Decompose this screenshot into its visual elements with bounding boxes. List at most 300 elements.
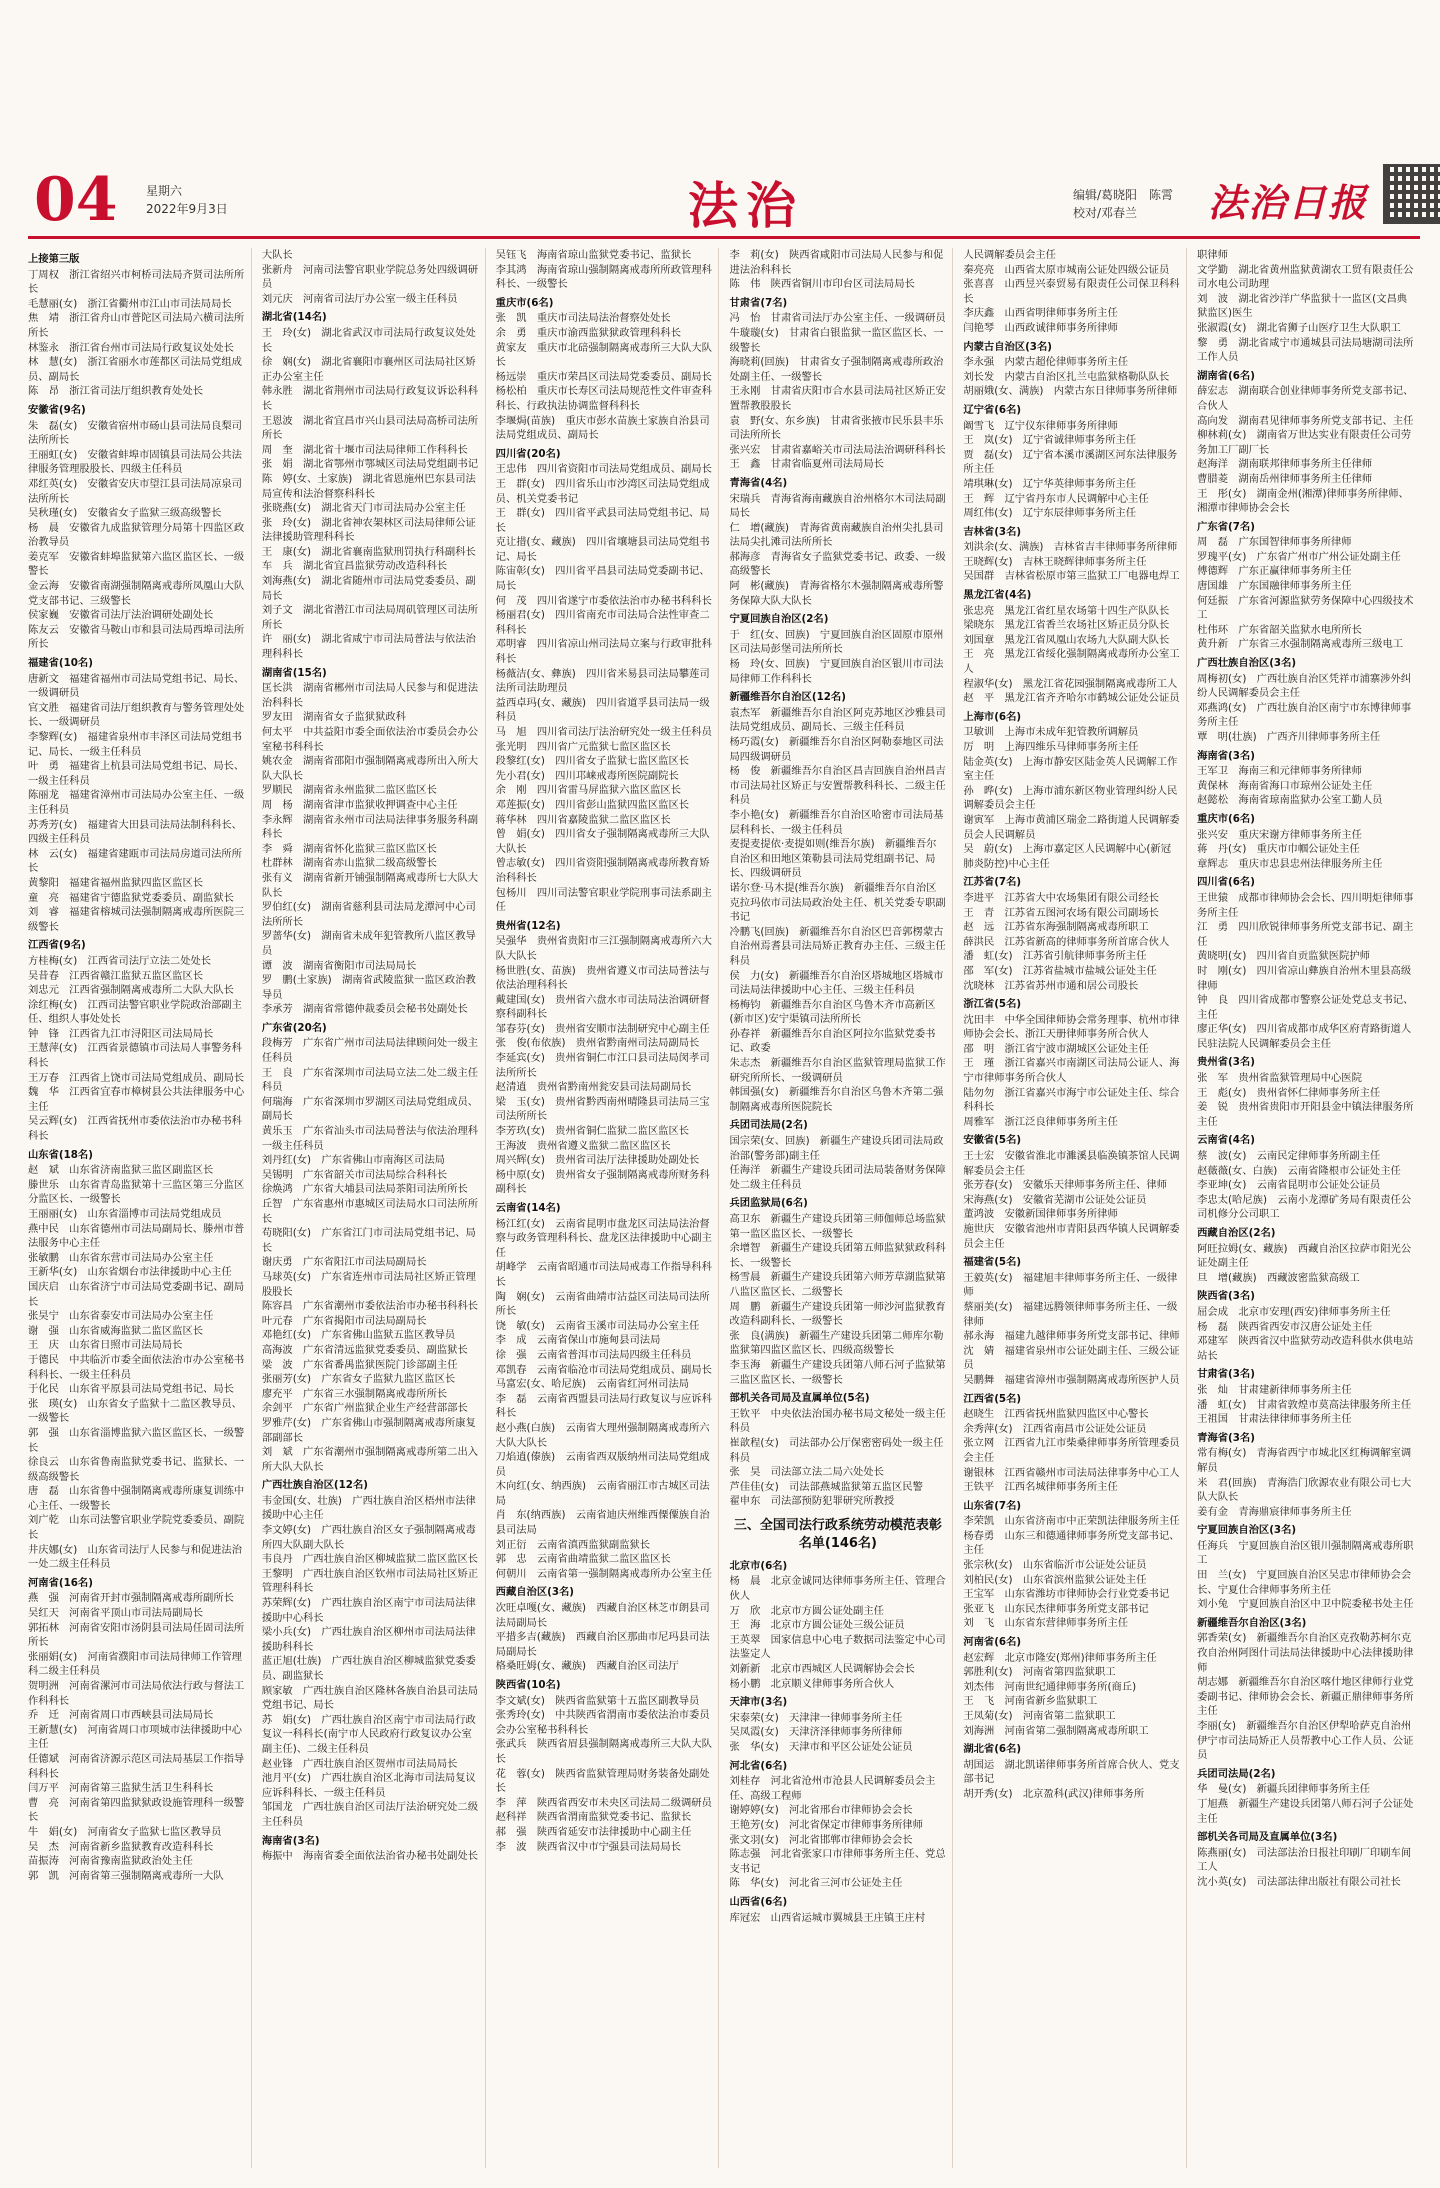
honoree-entry: 沈晓林 江苏省苏州市通和居公司股长 — [963, 979, 1139, 992]
honoree-entry: 罗友田 湖南省女子监狱狱政科 — [261, 711, 406, 724]
honoree-entry: 张 玲(女) 湖北省神农架林区司法局律师公证法律援助管理科科长 — [261, 516, 476, 544]
region-heading: 宁夏回族自治区(3名) — [1197, 1524, 1297, 1537]
honoree-entry: 李芳玖(女) 贵州省铜仁监狱二监区监区长 — [495, 1125, 690, 1138]
honoree-entry: 黄晓明(女) 四川省自贡监狱医院护师 — [1197, 950, 1370, 963]
honoree-entry: 王世猿 成都市律师协会会长、四川明炬律师事务所主任 — [1197, 891, 1414, 919]
honoree-entry: 王军卫 海南三和元律师事务所律师 — [1197, 765, 1362, 778]
honoree-entry: 王 彤(女) 湖南金州(湘潭)律师事务所律师、湘潭市律师协会会长 — [1197, 487, 1409, 515]
honoree-entry: 人民调解委员会主任 — [963, 249, 1056, 261]
honoree-entry: 秦亮亮 山西省太原市城南公证处四级公证员 — [963, 263, 1170, 276]
honoree-entry: 陈容昌 广东省潮州市委依法治市办秘书科科长 — [261, 1300, 479, 1313]
honoree-entry: 刘柏民(女) 山东省滨州监狱公证处主任 — [963, 1573, 1147, 1586]
honoree-entry: 周兴辉(女) 贵州省司法厅法律援助处副处长 — [495, 1154, 700, 1167]
honoree-entry: 牛璇璇(女) 甘肃省白银监狱一监区监区长、一级警长 — [729, 326, 944, 354]
honoree-entry: 闫万平 河南省第三监狱生活卫生科科长 — [28, 1782, 214, 1795]
honoree-entry: 杨松柏 重庆市长寿区司法局规范性文件审查科科长、行政执法协调监督科科长 — [495, 385, 712, 412]
honoree-entry: 刘长发 内蒙古自治区扎兰屯监狱格勒队队长 — [963, 370, 1170, 383]
honoree-entry: 刘洪余(女、满族) 吉林省吉丰律师事务所律师 — [963, 541, 1178, 554]
region-heading: 广西壮族自治区(3名) — [1197, 657, 1297, 670]
honoree-entry: 诺尔登·马木提(维吾尔族) 新疆维吾尔自治区克拉玛依市司法局政治处主任、机关党委专职副书记 — [729, 881, 946, 924]
honoree-entry: 赵 斌 山东省济南监狱三监区副监区长 — [28, 1164, 214, 1177]
honoree-entry: 谢 强 山东省威海监狱二监区监区长 — [28, 1324, 204, 1337]
honoree-entry: 王 康(女) 湖北省襄南监狱刑罚执行科副科长 — [261, 545, 476, 558]
honoree-entry: 阿旺拉姆(女、藏族) 西藏自治区拉萨市阳光公证处副主任 — [1197, 1242, 1412, 1270]
honoree-entry: 王 群(女) 四川省平武县司法局党组书记、局长 — [495, 507, 710, 534]
region-heading: 北京市(6名) — [729, 1559, 788, 1572]
honoree-entry: 任德斌 河南省济源示范区司法局基层工作指导科科长 — [28, 1752, 245, 1780]
honoree-entry: 段黎红(女) 四川省女子监狱七监区监区长 — [495, 755, 690, 768]
honoree-entry: 刘国章 黑龙江省凤凰山农场九大队副大队长 — [963, 633, 1170, 646]
honoree-entry: 孙 晔(女) 上海市浦东新区物业管理纠纷人民调解委员会主任 — [963, 784, 1178, 812]
honoree-entry: 胡国运 湖北凯诺律师事务所首席合伙人、党支部书记 — [963, 1758, 1180, 1786]
honoree-entry: 张丽娟(女) 河南省濮阳市司法局律师工作管理科二级主任科员 — [28, 1650, 242, 1678]
column-3 — [496, 248, 720, 2168]
honoree-entry: 周 杨 湖南省津市监狱收押调查中心主任 — [261, 798, 458, 811]
honoree-entry: 谭 波 湖南省衡阳市司法局局长 — [261, 959, 417, 972]
honoree-entry: 王毅英(女) 福建旭丰律师事务所主任、一级律师 — [963, 1271, 1178, 1299]
honoree-entry: 张武兵 陕西省眉县强制隔离戒毒所三大队大队长 — [495, 1738, 712, 1765]
honoree-entry: 王忠伟 四川省资阳市司法局党组成员、副局长 — [495, 463, 712, 476]
honoree-entry: 李 磊 云南省西盟县司法局行政复议与应诉科科长 — [495, 1392, 712, 1420]
honoree-entry: 杜伟环 广东省韶关监狱水电所所长 — [1197, 623, 1362, 636]
region-heading: 江苏省(7名) — [963, 876, 1022, 889]
region-heading: 山西省(6名) — [729, 1895, 788, 1908]
honoree-entry: 段梅芳 广东省广州市司法局法律顾问处一级主任科员 — [261, 1037, 479, 1065]
honoree-entry: 罗雅芹(女) 广东省佛山市强制隔离戒毒所康复部副部长 — [261, 1416, 476, 1444]
honoree-entry: 任海洋 新疆生产建设兵团司法局装备财务保障处二级主任科员 — [729, 1164, 946, 1191]
honoree-entry: 陈燕丽(女) 司法部法治日报社印刷厂印刷车间工人 — [1197, 1846, 1412, 1874]
honoree-entry: 刘元庆 河南省司法厅办公室一级主任科员 — [261, 292, 458, 305]
honoree-entry: 冯 怡 甘肃省司法厅办公室主任、一级调研员 — [729, 312, 946, 325]
honoree-entry: 李丽(女) 新疆维吾尔自治区伊犁哈萨克自治州伊宁市司法局矫正人员帮教中心工作人员、公证员 — [1197, 1720, 1414, 1762]
honoree-entry: 唐 磊 山东省鲁中强制隔离戒毒所康复训练中心主任、一级警长 — [28, 1485, 245, 1512]
honoree-entry: 韦良丹 广西壮族自治区柳城监狱二监区监区长 — [261, 1553, 479, 1566]
honoree-entry: 李黎辉(女) 福建省泉州市丰泽区司法局党组书记、局长、一级主任科员 — [28, 731, 242, 758]
honoree-entry: 刘子文 湖北省潜江市司法局周矶管理区司法所所长 — [261, 604, 479, 631]
honoree-entry: 张喜喜 山西昱兴泰贸易有限责任公司保卫科科长 — [963, 278, 1180, 305]
honoree-entry: 王艳芳(女) 河北省保定市律师事务所律师 — [729, 1818, 923, 1831]
honoree-entry: 吴国群 吉林省松原市第三监狱工厂电器电焊工 — [963, 570, 1180, 583]
honoree-entry: 燕 强 河南省开封市强制隔离戒毒所副所长 — [28, 1592, 234, 1605]
region-heading: 福建省(5名) — [963, 1256, 1022, 1269]
honoree-entry: 王铁平 江西名城律师事务所主任 — [963, 1481, 1118, 1494]
honoree-entry: 胡开秀(女) 北京盈科(武汉)律师事务所 — [963, 1787, 1145, 1800]
honoree-entry: 陈宙彰(女) 四川省平昌县司法局党委副书记、局长 — [495, 565, 710, 593]
honoree-entry: 王凤菊(女) 河南省第二监狱职工 — [963, 1710, 1116, 1722]
honoree-entry: 王 岚(女) 辽宁省诚律师事务所主任 — [963, 434, 1137, 447]
honoree-entry: 廖充平 广东省三水强制隔离戒毒所所长 — [261, 1387, 448, 1400]
honoree-entry: 余秀萍(女) 江西省南昌市公证处公证员 — [963, 1422, 1147, 1435]
honoree-entry: 朱 磊(女) 安徽省宿州市砀山县司法局良梨司法所所长 — [28, 419, 242, 447]
honoree-entry: 芦佳佳(女) 司法部燕城监狱第五监区民警 — [729, 1480, 923, 1493]
honoree-entry: 梁晓东 黑龙江省香兰农场社区矫正员分队长 — [963, 619, 1170, 632]
honoree-entry: 吴 蔚(女) 上海市嘉定区人民调解中心(新冠肺炎防控)中心主任 — [963, 843, 1172, 870]
honoree-entry: 陈 伟 陕西省铜川市印台区司法局局长 — [729, 278, 915, 291]
honoree-entry: 杨 磊 陕西省西安市汉唐公证处主任 — [1197, 1320, 1373, 1333]
honoree-entry: 王祖国 甘肃法律律师事务所主任 — [1197, 1413, 1352, 1426]
honoree-entry: 刘丹红(女) 广东省佛山市南海区司法局 — [261, 1154, 445, 1167]
honoree-entry: 丁旭燕 新疆生产建设兵团第八师石河子公证处主任 — [1197, 1797, 1414, 1825]
honoree-entry: 林 云(女) 福建省建瓯市司法局房道司法所所长 — [28, 847, 242, 875]
honoree-entry: 黄家友 重庆市北碚强制隔离戒毒所三大队大队长 — [495, 341, 712, 369]
section-title: 法治 — [688, 176, 804, 235]
honoree-entry: 张 华(女) 天津市和平区公证处公证员 — [729, 1741, 913, 1753]
honoree-entry: 王丽丽(女) 山东省淄博市司法局党组成员 — [28, 1208, 222, 1220]
honoree-entry: 包杨川 四川司法警官职业学院刑事司法系副主任 — [495, 886, 712, 914]
honoree-entry: 赵业锋 广西壮族自治区贺州市司法局局长 — [261, 1757, 458, 1770]
honoree-entry: 曾志敏(女) 四川省资阳强制隔离戒毒所教育矫治科科长 — [495, 857, 710, 884]
honoree-entry: 米 君(回族) 青海浩门欣源农业有限公司七大队大队长 — [1197, 1476, 1412, 1504]
honoree-entry: 于化民 山东省平原县司法局党组书记、局长 — [28, 1383, 234, 1396]
honoree-entry: 张宗秋(女) 山东省临沂市公证处公证员 — [963, 1559, 1147, 1572]
honoree-entry: 郭 凯 河南省第三强制隔离戒毒所一大队 — [28, 1869, 224, 1882]
honoree-entry: 姚农金 湖南省邵阳市强制隔离戒毒所出入所大队大队长 — [261, 755, 479, 782]
honoree-entry: 文学勤 湖北省黄州监狱黄湖农工贸有限责任公司水电公司助理 — [1197, 263, 1414, 291]
honoree-entry: 邓燕鸿(女) 广西壮族自治区南宁市东博律师事务所主任 — [1197, 701, 1412, 729]
honoree-entry: 池月平(女) 广西壮族自治区北海市司法局复议应诉科科长、一级主任科员 — [261, 1772, 476, 1799]
honoree-entry: 金云海 安徽省南湖强制隔离戒毒所凤凰山大队党支部书记、三级警长 — [28, 580, 245, 607]
newspaper-logo: 法治日报 — [1208, 180, 1369, 225]
honoree-entry: 杨 玲(女、回族) 宁夏回族自治区银川市司法局律师工作科科长 — [729, 658, 944, 685]
honoree-entry: 侯 力(女) 新疆维吾尔自治区塔城地区塔城市司法局法律援助中心主任、三级主任科员 — [729, 969, 944, 997]
editor-credits — [1073, 186, 1173, 222]
honoree-entry: 冷鹏飞(回族) 新疆维吾尔自治区巴音郭楞蒙古自治州焉耆县司法局矫正教育办主任、三级主任科员 — [729, 925, 946, 967]
region-heading: 西藏自治区(2名) — [1197, 1227, 1276, 1239]
honoree-entry: 陆勿勿 浙江省嘉兴市海宁市公证处主任、综合科科长 — [963, 1086, 1180, 1114]
honoree-entry: 宋海燕(女) 安徽省芜湖市公证处公证员 — [963, 1193, 1147, 1206]
honoree-entry: 李亚坤(女) 云南省昆明市公证处公证员 — [1197, 1179, 1381, 1192]
honoree-entry: 王 青 江苏省五图河农场有限公司副场长 — [963, 906, 1159, 919]
honoree-entry: 王 辉 辽宁省丹东市人民调解中心主任 — [963, 492, 1149, 505]
honoree-entry: 邓凯春 云南省临沧市司法局党组成员、副局长 — [495, 1363, 712, 1376]
honoree-entry: 刘杰伟 河南世纪通律师事务所(商丘) — [963, 1680, 1137, 1693]
honoree-entry: 邵 明 浙江省宁波市湖城区公证处主任 — [963, 1042, 1149, 1055]
honoree-entry: 旦 增(藏族) 西藏波密监狱高级工 — [1197, 1271, 1360, 1284]
honoree-entry: 张 灿 甘肃建新律师事务所主任 — [1197, 1383, 1352, 1396]
honoree-entry: 刘海洲 河南省第二强制隔离戒毒所职工 — [963, 1724, 1149, 1737]
editor-line: 编辑/葛晓阳 陈霄 — [1073, 188, 1174, 202]
region-heading: 四川省(20名) — [495, 447, 561, 460]
region-heading: 河北省(6名) — [729, 1759, 788, 1772]
honoree-entry: 杨梅钧 新疆维吾尔自治区乌鲁木齐市高新区(新市区)安宁渠镇司法所所长 — [729, 998, 936, 1026]
honoree-entry: 万 欣 北京市方圆公证处副主任 — [729, 1604, 884, 1617]
honoree-entry: 郝 强 陕西省延安市法律援助中心副主任 — [495, 1825, 692, 1838]
honoree-entry: 章辉志 重庆市忠县忠州法律服务所主任 — [1197, 857, 1383, 870]
region-heading: 兵团司法局(2名) — [1197, 1767, 1276, 1780]
honoree-entry: 滕世乐 山东省青岛监狱第十三监区第三分监区分监区长、一级警长 — [28, 1178, 245, 1206]
honoree-entry: 童 亮 福建省宁德监狱党委委员、副监狱长 — [28, 891, 234, 904]
honoree-entry: 王海波 贵州省遵义监狱二监区监区长 — [495, 1139, 671, 1152]
honoree-entry: 涂红梅(女) 江西司法警官职业学院政治部副主任、组织人事处处长 — [28, 998, 242, 1026]
region-heading: 新疆维吾尔自治区(12名) — [729, 691, 846, 704]
honoree-entry: 王 良 广东省深圳市司法局立法二处二级主任科员 — [261, 1066, 479, 1094]
honoree-entry: 王 鑫 甘肃省临夏州司法局局长 — [729, 458, 884, 471]
honoree-entry: 戴建国(女) 贵州省六盘水市司法局法治调研督察科副科长 — [495, 993, 710, 1021]
honoree-entry: 钟 良 四川省成都市警察公证处党总支书记、主任 — [1197, 994, 1414, 1021]
honoree-entry: 周 奎 湖北省十堰市司法局律师工作科科长 — [261, 443, 468, 456]
honoree-entry: 邹春芬(女) 贵州省安顺市法制研究中心副主任 — [495, 1022, 710, 1035]
honoree-entry: 宋瑞兵 青海省海南藏族自治州格尔木司法局副局长 — [729, 492, 946, 520]
honoree-entry: 王新华(女) 山东省烟台市法律援助中心主任 — [28, 1266, 232, 1279]
honoree-entry: 郭 强 山东省淄博监狱六监区监区长、一级警长 — [28, 1426, 245, 1454]
honoree-entry: 郭胜利(女) 河南省第四监狱职工 — [963, 1666, 1116, 1679]
honoree-entry: 张 凯 重庆市司法局法治督察处处长 — [495, 312, 671, 325]
honoree-entry: 黄升新 广东省三水强制隔离戒毒所三级电工 — [1197, 638, 1404, 651]
honoree-entry: 张有义 湖南省新开铺强制隔离戒毒所七大队大队长 — [261, 871, 479, 899]
region-heading: 宁夏回族自治区(2名) — [729, 613, 829, 626]
honoree-entry: 李文斌(女) 陕西省监狱第十五监区副教导员 — [495, 1694, 700, 1707]
honoree-entry: 张兴宏 甘肃省嘉峪关市司法局法治调研科科长 — [729, 443, 946, 456]
page-number: 04 — [34, 165, 118, 235]
honoree-entry: 吴秋瑾(女) 安徽省女子监狱三级高级警长 — [28, 507, 222, 520]
honoree-entry: 谢庆勇 广东省阳江市司法局副局长 — [261, 1256, 427, 1269]
honoree-entry: 杨丽君(女) 四川省南充市司法局合法性审查二科科长 — [495, 609, 710, 636]
honoree-entry: 李 萍 陕西省西安市未央区司法局二级调研员 — [495, 1796, 712, 1809]
honoree-entry: 杨巧霞(女) 新疆维吾尔自治区阿勒泰地区司法局四级调研员 — [729, 736, 944, 763]
honoree-entry: 张芳春(女) 安徽乐天律师事务所主任、律师 — [963, 1179, 1167, 1192]
honoree-entry: 张丽芳(女) 广东省女子监狱九监区监区长 — [261, 1373, 456, 1386]
honoree-entry: 李其鸿 海南省琼山强制隔离戒毒所所政管理科科长、一级警长 — [495, 263, 712, 291]
honoree-entry: 韩永胜 湖北省荆州市司法局行政复议诉讼科科长 — [261, 385, 479, 412]
honoree-entry: 周 磊 广东国智律师事务所律师 — [1197, 536, 1352, 549]
honoree-entry: 陈丽龙 福建省漳州市司法局办公室主任、一级主任科员 — [28, 789, 245, 816]
region-heading: 天津市(3名) — [729, 1696, 788, 1709]
region-heading: 广东省(20名) — [261, 1021, 327, 1034]
honoree-entry: 赵薇薇(女、白族) 云南省隆根市公证处主任 — [1197, 1164, 1401, 1177]
honoree-entry: 屈会成 北京市安理(西安)律师事务所主任 — [1197, 1305, 1391, 1318]
honoree-entry: 叶 勇 福建省上杭县司法局党组书记、局长、一级主任科员 — [28, 760, 245, 787]
masthead — [28, 160, 1420, 239]
region-heading: 福建省(10名) — [28, 657, 93, 670]
honoree-entry: 黄乐玉 广东省汕头市司法局普法与依法治理科一级主任科员 — [261, 1125, 479, 1152]
region-heading: 贵州省(12名) — [495, 919, 561, 932]
honoree-entry: 杨 俊 新疆维吾尔自治区昌吉回族自治州昌吉市司法局社区矫正与安置帮教科科长、二级主任科员 — [729, 765, 946, 807]
honoree-entry: 燕中民 山东省德州市司法局副局长、滕州市普法服务中心主任 — [28, 1222, 245, 1250]
honoree-entry: 邓红英(女) 安徽省安庆市望江县司法局凉泉司法所所长 — [28, 477, 242, 505]
honoree-entry: 海晓莉(回族) 甘肃省女子强制隔离戒毒所政治处副主任、一级警长 — [729, 356, 944, 383]
honoree-entry: 徐 强 云南省普洱市司法局四级主任科员 — [495, 1348, 692, 1361]
honoree-entry: 郭拓林 河南省安阳市汤阴县司法局任固司法所所长 — [28, 1621, 245, 1649]
region-heading: 陕西省(3名) — [1197, 1290, 1255, 1303]
honoree-entry: 侯家巍 安徽省司法厅法治调研处副处长 — [28, 609, 214, 622]
honoree-entry: 杨 晨 安徽省九成监狱管理分局第十四监区政治教导员 — [28, 521, 245, 549]
honoree-entry: 卫敏训 上海市未成年犯管教所调解员 — [963, 726, 1139, 739]
honoree-entry: 刘 睿 福建省榕城司法强制隔离戒毒所医院三级警长 — [28, 906, 245, 933]
honoree-entry: 王 瑾 浙江省嘉兴市南湖区司法局公证人、海宁市律师事务所合伙人 — [963, 1057, 1180, 1085]
honoree-entry: 张敏鹏 山东省东营市司法局办公室主任 — [28, 1251, 214, 1264]
honoree-entry: 陈 昂 浙江省司法厅组织教育处处长 — [28, 385, 204, 398]
honoree-entry: 丘智 广东省惠州市惠城区司法局水口司法所所长 — [261, 1198, 479, 1225]
honoree-entry: 木向红(女、纳西族) 云南省丽江市古城区司法局 — [495, 1480, 710, 1507]
honoree-entry: 匡长洪 湖南省郴州市司法局人民参与和促进法治科科长 — [261, 682, 479, 709]
honoree-entry: 廖正华(女) 四川省成都市成华区府青路街道人民驻法院人民调解委员会主任 — [1197, 1023, 1412, 1050]
region-heading: 江西省(9名) — [28, 939, 86, 952]
honoree-entry: 高向发 湖南君见律师事务所党支部书记、主任 — [1197, 414, 1414, 427]
region-heading: 海南省(3名) — [261, 1834, 320, 1847]
region-heading: 兵团司法局(2名) — [729, 1119, 808, 1132]
honoree-entry: 王新慧(女) 河南省周口市项城市法律援助中心主任 — [28, 1723, 242, 1751]
honoree-entry: 张 娟 湖北省鄂州市鄂城区司法局党组副书记 — [261, 458, 479, 471]
honoree-entry: 王士宏 安徽省淮北市濉溪县临涣镇茶馆人民调解委员会主任 — [963, 1150, 1180, 1177]
honoree-entry: 谢寅军 上海市黄浦区瑞金二路街道人民调解委员会人民调解员 — [963, 813, 1180, 841]
region-heading: 安徽省(9名) — [28, 403, 86, 416]
region-heading: 湖南省(15名) — [261, 666, 327, 679]
honoree-entry: 国庆启 山东省济宁市司法局党委副书记、副局长 — [28, 1280, 245, 1308]
honoree-entry: 阚雪飞 辽宁仪东律师事务所律师 — [963, 419, 1118, 432]
honoree-entry: 徐 娴(女) 湖北省襄阳市襄州区司法局社区矫正办公室主任 — [261, 356, 476, 383]
honoree-entry: 苏 娟(女) 广西壮族自治区南宁市司法局行政复议一科科长(南宁市人民政府行政复议办公室副主任)、二级主任科员 — [261, 1713, 476, 1755]
region-heading: 辽宁省(6名) — [963, 403, 1022, 416]
honoree-entry: 赵清逍 贵州省黔南州瓮安县司法局副局长 — [495, 1081, 692, 1094]
honoree-entry: 吴 杰 河南省新乡监狱教育改造科科长 — [28, 1840, 214, 1853]
region-heading: 海南省(3名) — [1197, 749, 1255, 762]
honoree-entry: 于德民 中共临沂市委全面依法治市办公室秘书科科长、一级主任科员 — [28, 1353, 245, 1381]
honoree-entry: 李永强 内蒙古超伦律师事务所主任 — [963, 356, 1129, 369]
honoree-entry: 翟申东 司法部预防犯罪研究所教授 — [729, 1495, 895, 1508]
honoree-entry: 宋泰荣(女) 天津津一律师事务所主任 — [729, 1711, 903, 1724]
honoree-entry: 邵 军(女) 江苏省盐城市盐城公证处主任 — [963, 964, 1157, 977]
honoree-entry: 叶元春 广东省揭阳市司法局副局长 — [261, 1314, 427, 1327]
region-heading: 内蒙古自治区(3名) — [963, 340, 1052, 353]
honoree-entry: 王英翠 国家信息中心电子数据司法鉴定中心司法鉴定人 — [729, 1633, 946, 1661]
honoree-entry: 马 旭 四川省司法厅法治研究处一级主任科员 — [495, 726, 712, 738]
region-heading: 安徽省(5名) — [963, 1134, 1022, 1147]
honoree-entry: 朱志杰 新疆维吾尔自治区监狱管理局监狱工作研究所所长、一级调研员 — [729, 1057, 946, 1084]
honoree-entry: 程淑华(女) 黑龙江省花园强制隔离戒毒所工人 — [963, 677, 1178, 690]
honoree-entry: 赵晓生 江西省抚州监狱四监区中心警长 — [963, 1408, 1149, 1421]
honoree-entry: 吴云辉(女) 江西省抚州市委依法治市办秘书科科长 — [28, 1115, 242, 1143]
honoree-entry: 崔歆程(女) 司法部办公厅保密密码处一级主任科员 — [729, 1436, 944, 1464]
region-heading: 西藏自治区(3名) — [495, 1586, 575, 1599]
honoree-entry: 唐国雄 广东国融律师事务所主任 — [1197, 580, 1352, 593]
honoree-entry: 李 成 云南省保山市施甸县司法局 — [495, 1334, 661, 1347]
honoree-entry: 刘海燕(女) 湖北省随州市司法局党委委员、副局长 — [261, 575, 476, 602]
honoree-entry: 胡峰学 云南省昭通市司法局戒毒工作指导科科长 — [495, 1261, 712, 1288]
honoree-entry: 顾家敏 广西壮族自治区隆林各族自治县司法局党组书记、局长 — [261, 1684, 479, 1712]
honoree-entry: 厉 明 上海四维乐马律师事务所主任 — [963, 741, 1139, 753]
honoree-entry: 赵小燕(白族) 云南省大理州强制隔离戒毒所六大队大队长 — [495, 1421, 710, 1449]
region-heading: 云南省(14名) — [495, 1202, 561, 1214]
honoree-entry: 杨 晨 北京金诚同达律师事务所主任、管理合伙人 — [729, 1575, 946, 1603]
honoree-entry: 华 曼(女) 新疆兵团律师事务所主任 — [1197, 1783, 1370, 1796]
honoree-entry: 何瑞海 广东省深圳市罗湖区司法局党组成员、副局长 — [261, 1095, 479, 1123]
honoree-entry: 梁 玉(女) 贵州省黔西南州晴隆县司法局三宝司法所所长 — [495, 1095, 710, 1123]
honoree-entry: 吴锡明 广东省韶关市司法局综合科科长 — [261, 1168, 448, 1181]
honoree-entry: 沈 婧 福建省泉州市公证处副主任、三级公证员 — [963, 1344, 1180, 1372]
honoree-entry: 何 茂 四川省遂宁市委依法治市办秘书科科长 — [495, 594, 712, 607]
honoree-entry: 杨薇洁(女、彝族) 四川省米易县司法局攀莲司法所司法助理员 — [495, 667, 710, 695]
region-heading: 甘肃省(7名) — [729, 296, 788, 309]
honoree-entry: 陆金英(女) 上海市静安区陆金英人民调解工作室主任 — [963, 755, 1178, 783]
honoree-entry: 韦金国(女、壮族) 广西壮族自治区梧州市法律援助中心主任 — [261, 1494, 476, 1522]
honoree-entry: 益西卓玛(女、藏族) 四川省道孚县司法局一级科员 — [495, 696, 710, 724]
honoree-entry: 蒋 丹(女) 重庆市巾帼公证处主任 — [1197, 843, 1360, 856]
honoree-entry: 刘正衍 云南省滇西监狱副监狱长 — [495, 1538, 651, 1551]
region-heading: 黑龙江省(4名) — [963, 589, 1032, 602]
honoree-entry: 周梅初(女) 广西壮族自治区凭祥市浦寨涉外纠纷人民调解委员会主任 — [1197, 672, 1412, 700]
honoree-entry: 花 蓉(女) 陕西省监狱管理局财务装备处副处长 — [495, 1767, 710, 1795]
honoree-entry: 孙春祥 新疆维吾尔自治区阿拉尔监狱党委书记、政委 — [729, 1027, 936, 1055]
honoree-entry: 李 舜 湖南省怀化监狱三监区监区长 — [261, 842, 437, 855]
honoree-entry: 吴钰飞 海南省琼山监狱党委书记、监狱长 — [495, 249, 692, 261]
honoree-entry: 徐焕鸿 广东省大埔县司法局茶阳司法所所长 — [261, 1183, 468, 1196]
honoree-entry: 蒋华林 四川省嘉陵监狱二监区监区长 — [495, 813, 671, 826]
honoree-entry: 薛洪民 江苏省新高的律师事务所首席合伙人 — [963, 935, 1170, 948]
honoree-entry: 余 勇 重庆市渝西监狱狱政管理科科长 — [495, 326, 681, 339]
honoree-entry: 黄黎阳 福建省福州监狱四监区监区长 — [28, 876, 204, 889]
honoree-entry: 覃 明(壮族) 广西齐川律师事务所主任 — [1197, 731, 1381, 743]
honoree-entry: 马富宏(女、哈尼族) 云南省红河州司法局 — [495, 1378, 690, 1391]
honoree-entry: 韩国强(女) 新疆维吾尔自治区乌鲁木齐第二强制隔离戒毒所医院院长 — [729, 1086, 944, 1113]
honoree-entry: 王 亮 黑龙江省绥化强制隔离戒毒所办公室工人 — [963, 648, 1180, 676]
honoree-entry: 李小艳(女) 新疆维吾尔自治区哈密市司法局基层科科长、一级主任科员 — [729, 808, 944, 836]
honoree-entry: 蓝正旭(壮族) 广西壮族自治区柳城监狱党委委员、副监狱长 — [261, 1655, 476, 1682]
region-heading: 广西壮族自治区(12名) — [261, 1479, 368, 1492]
honoree-entry: 先小君(女) 四川邛崃戒毒所医院副院长 — [495, 769, 679, 782]
honoree-entry: 丁周权 浙江省绍兴市柯桥司法局齐贤司法所所长 — [28, 268, 245, 296]
region-heading: 青海省(4名) — [729, 476, 788, 489]
honoree-entry: 于 红(女、回族) 宁夏回族自治区固原市原州区司法局彭堡司法所所长 — [729, 628, 944, 656]
honoree-entry: 傅德辉 广东正赢律师事务所主任 — [1197, 565, 1352, 578]
honoree-entry: 刘新新 北京市西城区人民调解协会会长 — [729, 1663, 915, 1676]
section-heading: 三、全国司法行政系统劳动模范表彰名单(146名) — [733, 1517, 942, 1551]
region-heading: 兵团监狱局(6名) — [729, 1197, 808, 1210]
honoree-entry: 肖 东(纳西族) 云南省迪庆州维西傈僳族自治县司法局 — [495, 1509, 710, 1537]
honoree-entry: 李忠太(哈尼族) 云南小龙潭矿务局有限责任公司机修分公司职工 — [1197, 1193, 1412, 1221]
honoree-entry: 王 群(女) 四川省乐山市沙湾区司法局党组成员、机关党委书记 — [495, 477, 710, 505]
honoree-entry: 郭香荣(女) 新疆维吾尔自治区克孜勒苏柯尔克孜自治州阿图什司法局法律援助中心法律援助律师 — [1197, 1632, 1414, 1674]
honoree-entry: 任海兵 宁夏回族自治区银川强制隔离戒毒所职工 — [1197, 1539, 1414, 1567]
honoree-entry: 黎 勇 湖北省咸宁市通城县司法局塘湖司法所工作人员 — [1197, 336, 1414, 364]
honoree-entry: 王 海 北京市方圆公证处三级公证员 — [729, 1619, 905, 1632]
honoree-entry: 潘 虹(女) 甘肃省敦煌市莫高法律服务所主任 — [1197, 1398, 1412, 1411]
region-heading: 江西省(5名) — [963, 1392, 1022, 1405]
honoree-entry: 常有梅(女) 青海省西宁市城北区红梅调解室调解员 — [1197, 1447, 1412, 1474]
honoree-entry: 江 勇 四川欣锐律师事务所党支部书记、副主任 — [1197, 921, 1414, 948]
honoree-entry: 罗伯红(女) 湖南省慈利县司法局龙潭河中心司法所所长 — [261, 901, 476, 928]
honoree-entry: 张晓燕(女) 湖北省天门市司法局办公室主任 — [261, 502, 466, 515]
honoree-entry: 张忠亮 黑龙江省红星农场第十四生产队队长 — [963, 604, 1170, 617]
honoree-entry: 姜 锐 贵州省贵阳市开阳县金中镇法律服务所主任 — [1197, 1101, 1414, 1128]
honoree-entry: 曹腊菱 湖南岳州律师事务所主任律师 — [1197, 472, 1373, 485]
honoree-entry: 李 波 陕西省汉中市宁强县司法局局长 — [495, 1840, 681, 1853]
honoree-entry: 刘小兔 宁夏回族自治区中卫中院委秘书处主任 — [1197, 1598, 1414, 1611]
honoree-entry: 时 刚(女) 四川省凉山彝族自治州木里县高级律师 — [1197, 964, 1412, 992]
honoree-entry: 赵宏辉 北京市隆安(郑州)律师事务所主任 — [963, 1651, 1157, 1664]
honoree-entry: 赵 远 江苏省东海强制隔离戒毒所职工 — [963, 921, 1149, 934]
honoree-entry: 罗瑰平(女) 广东省广州市广州公证处副主任 — [1197, 550, 1401, 563]
honoree-entry: 吴强华 贵州省贵阳市三江强制隔离戒毒所六大队大队长 — [495, 935, 712, 962]
region-heading: 山东省(7名) — [963, 1499, 1022, 1512]
region-heading: 贵州省(3名) — [1197, 1056, 1255, 1069]
honoree-entry: 胡丽娥(女、满族) 内蒙古东日律师事务所律师 — [963, 385, 1178, 398]
honoree-entry: 周红伟(女) 辽宁东辰律师事务所主任 — [963, 507, 1137, 520]
honoree-entry: 张秀玲(女) 中共陕西省渭南市委依法治市委员会办公室秘书科科长 — [495, 1709, 710, 1736]
honoree-entry: 张昊宁 山东省泰安市司法局办公室主任 — [28, 1310, 214, 1323]
honoree-entry: 刘广乾 山东司法警官职业学院党委委员、副院长 — [28, 1514, 245, 1542]
honoree-entry: 王钦平 中央依法治国办秘书局文秘处一级主任科员 — [729, 1407, 946, 1435]
honoree-entry: 苟晓阳(女) 广东省江门市司法局党组书记、局长 — [261, 1227, 476, 1254]
region-heading: 上海市(6名) — [963, 710, 1022, 723]
column-1 — [28, 248, 252, 2168]
honoree-entry: 官文胜 福建省司法厅组织教育与警务管理处处长、一级调研员 — [28, 701, 245, 729]
region-heading: 四川省(6名) — [1197, 876, 1255, 889]
honoree-entry: 薛宏志 湖南联合创业律师事务所党支部书记、合伙人 — [1197, 385, 1414, 412]
honoree-entry: 王宝军 山东省潍坊市律师协会行业党委书记 — [963, 1588, 1170, 1601]
honoree-entry: 何廷振 广东省河源监狱劳务保障中心四级技术工 — [1197, 594, 1414, 622]
honoree-entry: 王晓辉(女) 吉林王晓辉律师事务所主任 — [963, 555, 1147, 568]
column-6 — [1197, 248, 1420, 2168]
